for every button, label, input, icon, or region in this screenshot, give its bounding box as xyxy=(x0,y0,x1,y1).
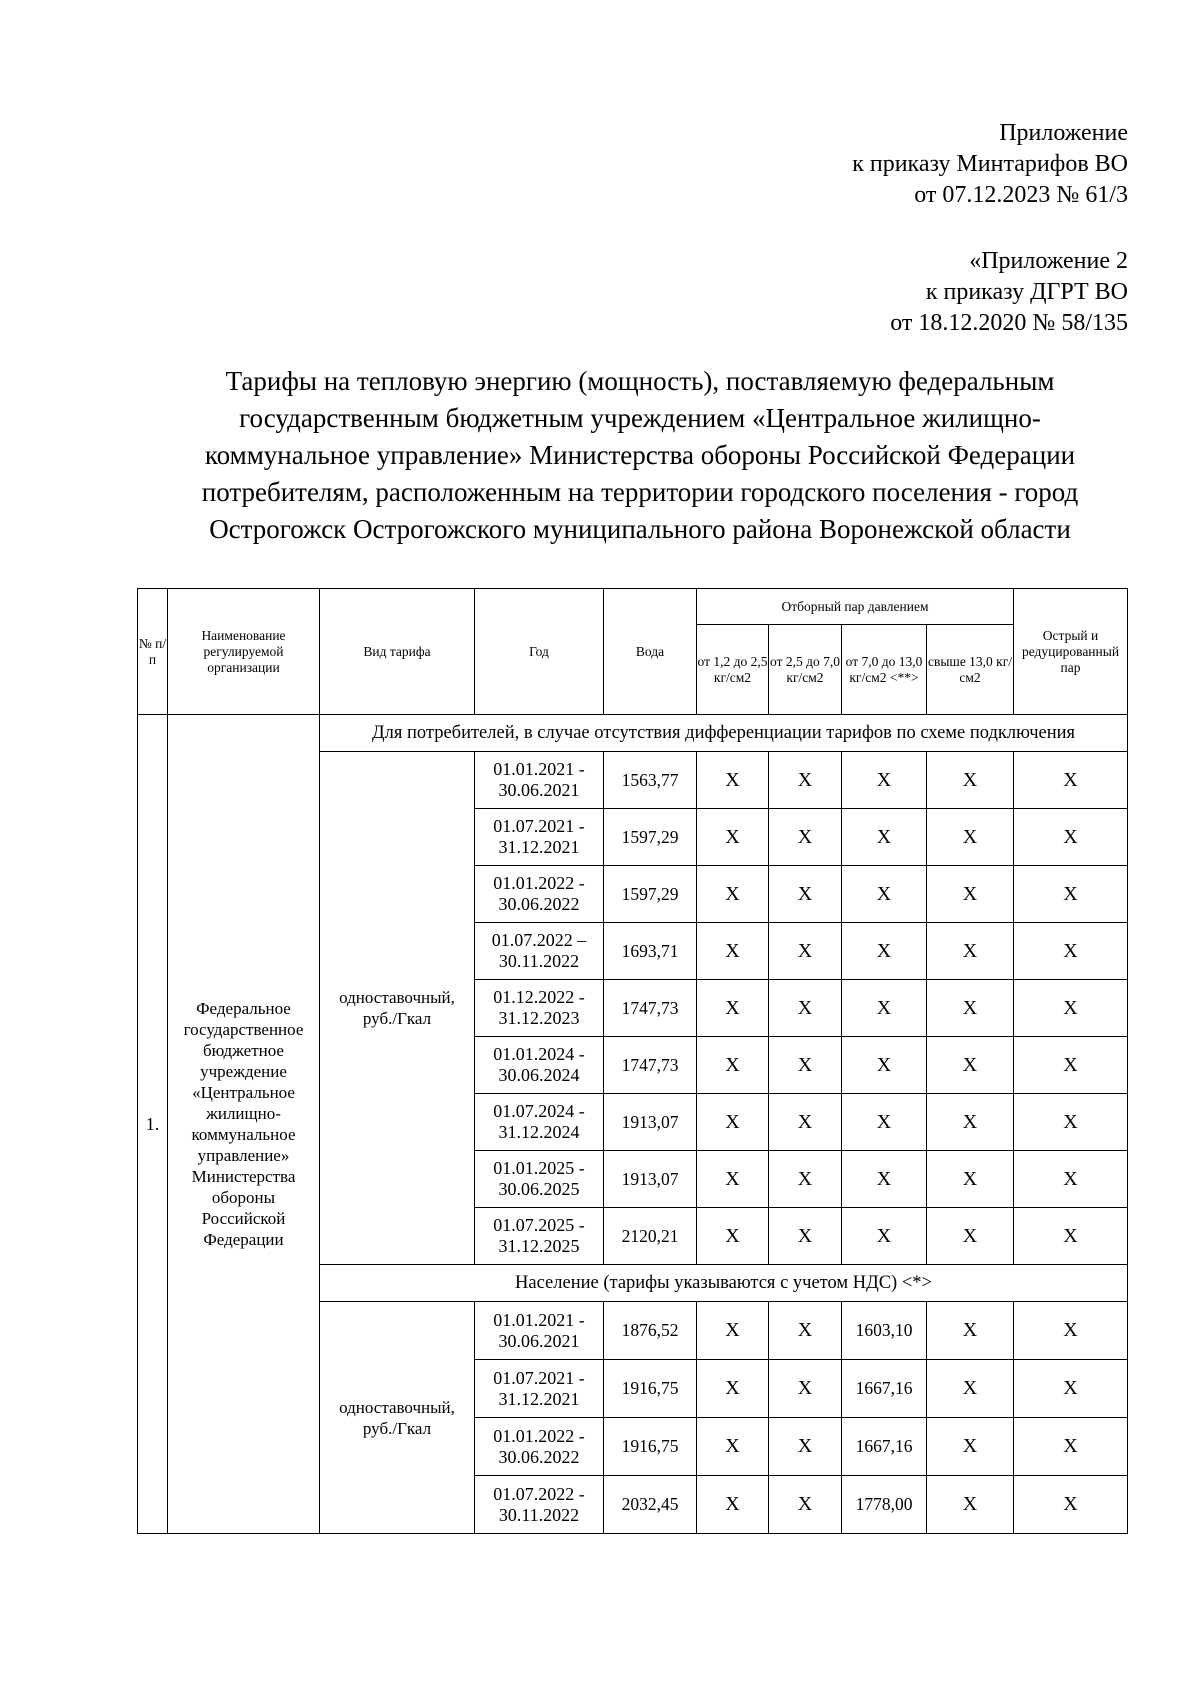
pressure-2-value: X xyxy=(769,1208,842,1265)
pressure-1-value: X xyxy=(697,752,769,809)
pressure-3-value: X xyxy=(842,1208,927,1265)
pressure-1-value: X xyxy=(697,980,769,1037)
pressure-1-value: X xyxy=(697,1208,769,1265)
appendix-original xyxy=(890,246,1128,339)
pressure-1-value: X xyxy=(697,1094,769,1151)
pressure-1-value: X xyxy=(697,1418,769,1476)
title-line2: государственным бюджетным учреждением «Центральное жилищно- xyxy=(239,403,1041,433)
header-pressure-2: от 2,5 до 7,0 кг/см2 xyxy=(769,625,842,715)
pressure-4-value: X xyxy=(927,1151,1014,1208)
period-cell: 01.01.2022 - 30.06.2022 xyxy=(475,866,604,923)
pressure-2-value: X xyxy=(769,1094,842,1151)
sharp-steam-value: X xyxy=(1014,866,1128,923)
sharp-steam-value: X xyxy=(1014,809,1128,866)
sharp-steam-value: X xyxy=(1014,1360,1128,1418)
sharp-steam-value: X xyxy=(1014,1302,1128,1360)
section-consumers-label: Для потребителей, в случае отсутствия дифференциации тарифов по схеме подключения xyxy=(320,715,1128,752)
pressure-3-value: X xyxy=(842,923,927,980)
pressure-1-value: X xyxy=(697,866,769,923)
period-cell: 01.01.2025 - 30.06.2025 xyxy=(475,1151,604,1208)
pressure-4-value: X xyxy=(927,1360,1014,1418)
pressure-4-value: X xyxy=(927,1037,1014,1094)
sharp-steam-value: X xyxy=(1014,1208,1128,1265)
pressure-3-value: X xyxy=(842,1037,927,1094)
header-num: № п/ п xyxy=(138,589,168,715)
pressure-1-value: X xyxy=(697,1302,769,1360)
pressure-3-value: 1667,16 xyxy=(842,1360,927,1418)
pressure-4-value: X xyxy=(927,980,1014,1037)
pressure-3-value: X xyxy=(842,809,927,866)
appendix-original-line2: к приказу ДГРТ ВО xyxy=(925,279,1128,305)
pressure-2-value: X xyxy=(769,923,842,980)
water-value: 2120,21 xyxy=(604,1208,697,1265)
pressure-1-value: X xyxy=(697,1151,769,1208)
water-value: 1916,75 xyxy=(604,1418,697,1476)
water-value: 1693,71 xyxy=(604,923,697,980)
sharp-steam-value: X xyxy=(1014,980,1128,1037)
period-cell: 01.07.2025 - 31.12.2025 xyxy=(475,1208,604,1265)
water-value: 1747,73 xyxy=(604,980,697,1037)
pressure-2-value: X xyxy=(769,1360,842,1418)
appendix-current-line3: от 07.12.2023 № 61/3 xyxy=(914,182,1128,208)
header-pressure-4: свыше 13,0 кг/см2 xyxy=(927,625,1014,715)
pressure-1-value: X xyxy=(697,1476,769,1534)
pressure-1-value: X xyxy=(697,1037,769,1094)
period-cell: 01.01.2021 - 30.06.2021 xyxy=(475,752,604,809)
appendix-current xyxy=(852,118,1128,211)
pressure-2-value: X xyxy=(769,1037,842,1094)
header-steam-group: Отборный пар давлением xyxy=(697,589,1014,625)
row-number: 1. xyxy=(138,715,168,1534)
appendix-original-line1: «Приложение 2 xyxy=(969,248,1128,274)
sharp-steam-value: X xyxy=(1014,1037,1128,1094)
period-cell: 01.07.2021 - 31.12.2021 xyxy=(475,1360,604,1418)
sharp-steam-value: X xyxy=(1014,752,1128,809)
sharp-steam-value: X xyxy=(1014,1476,1128,1534)
pressure-1-value: X xyxy=(697,1360,769,1418)
section1-tariff-kind: одноставочный, руб./Гкал xyxy=(320,752,475,1265)
water-value: 1913,07 xyxy=(604,1094,697,1151)
header-water: Вода xyxy=(604,589,697,715)
document-title xyxy=(150,363,1130,548)
period-cell: 01.12.2022 - 31.12.2023 xyxy=(475,980,604,1037)
sharp-steam-value: X xyxy=(1014,1151,1128,1208)
header-year: Год xyxy=(475,589,604,715)
period-cell: 01.07.2024 - 31.12.2024 xyxy=(475,1094,604,1151)
title-line1: Тарифы на тепловую энергию (мощность), поставляемую федеральным xyxy=(225,366,1055,396)
section2-tariff-kind: одноставочный, руб./Гкал xyxy=(320,1302,475,1534)
pressure-4-value: X xyxy=(927,1302,1014,1360)
pressure-3-value: X xyxy=(842,980,927,1037)
period-cell: 01.07.2022 – 30.11.2022 xyxy=(475,923,604,980)
appendix-current-line1: Приложение xyxy=(999,120,1128,146)
title-line3: коммунальное управление» Министерства обороны Российской Федерации xyxy=(204,440,1076,470)
sharp-steam-value: X xyxy=(1014,1094,1128,1151)
pressure-4-value: X xyxy=(927,1418,1014,1476)
pressure-2-value: X xyxy=(769,1476,842,1534)
pressure-2-value: X xyxy=(769,866,842,923)
pressure-4-value: X xyxy=(927,866,1014,923)
pressure-2-value: X xyxy=(769,1418,842,1476)
pressure-4-value: X xyxy=(927,809,1014,866)
period-cell: 01.07.2021 - 31.12.2021 xyxy=(475,809,604,866)
pressure-2-value: X xyxy=(769,809,842,866)
title-line4: потребителям, расположенным на территории городского поселения - город xyxy=(201,477,1079,507)
header-pressure-1: от 1,2 до 2,5 кг/см2 xyxy=(697,625,769,715)
header-sharp-steam: Острый и редуцированный пар xyxy=(1014,589,1128,715)
pressure-3-value: X xyxy=(842,1094,927,1151)
pressure-3-value: X xyxy=(842,752,927,809)
pressure-4-value: X xyxy=(927,923,1014,980)
period-cell: 01.01.2024 - 30.06.2024 xyxy=(475,1037,604,1094)
pressure-3-value: 1603,10 xyxy=(842,1302,927,1360)
pressure-2-value: X xyxy=(769,752,842,809)
pressure-3-value: X xyxy=(842,866,927,923)
period-cell: 01.07.2022 - 30.11.2022 xyxy=(475,1476,604,1534)
pressure-1-value: X xyxy=(697,923,769,980)
water-value: 1597,29 xyxy=(604,866,697,923)
water-value: 1916,75 xyxy=(604,1360,697,1418)
pressure-2-value: X xyxy=(769,980,842,1037)
pressure-1-value: X xyxy=(697,809,769,866)
pressure-3-value: X xyxy=(842,1151,927,1208)
appendix-current-line2: к приказу Минтарифов ВО xyxy=(852,151,1128,177)
period-cell: 01.01.2022 - 30.06.2022 xyxy=(475,1418,604,1476)
organization-name: Федеральное государственное бюджетное учреждение «Центральное жилищно-коммунальное управление» Министерства обороны Российской Федерации xyxy=(168,715,320,1534)
pressure-4-value: X xyxy=(927,1476,1014,1534)
header-kind: Вид тарифа xyxy=(320,589,475,715)
header-pressure-3: от 7,0 до 13,0 кг/см2 <**> xyxy=(842,625,927,715)
pressure-3-value: 1778,00 xyxy=(842,1476,927,1534)
section-population-label: Население (тарифы указываются с учетом НДС) <*> xyxy=(320,1265,1128,1302)
water-value: 1876,52 xyxy=(604,1302,697,1360)
pressure-2-value: X xyxy=(769,1302,842,1360)
water-value: 2032,45 xyxy=(604,1476,697,1534)
water-value: 1747,73 xyxy=(604,1037,697,1094)
title-line5: Острогожск Острогожского муниципального района Воронежской области xyxy=(209,514,1071,544)
water-value: 1597,29 xyxy=(604,809,697,866)
sharp-steam-value: X xyxy=(1014,1418,1128,1476)
water-value: 1563,77 xyxy=(604,752,697,809)
sharp-steam-value: X xyxy=(1014,923,1128,980)
pressure-2-value: X xyxy=(769,1151,842,1208)
pressure-4-value: X xyxy=(927,752,1014,809)
pressure-4-value: X xyxy=(927,1094,1014,1151)
tariff-table xyxy=(137,588,1128,1534)
water-value: 1913,07 xyxy=(604,1151,697,1208)
appendix-original-line3: от 18.12.2020 № 58/135 xyxy=(890,310,1128,336)
pressure-3-value: 1667,16 xyxy=(842,1418,927,1476)
pressure-4-value: X xyxy=(927,1208,1014,1265)
header-org: Наименование регулируемой организации xyxy=(168,589,320,715)
period-cell: 01.01.2021 - 30.06.2021 xyxy=(475,1302,604,1360)
